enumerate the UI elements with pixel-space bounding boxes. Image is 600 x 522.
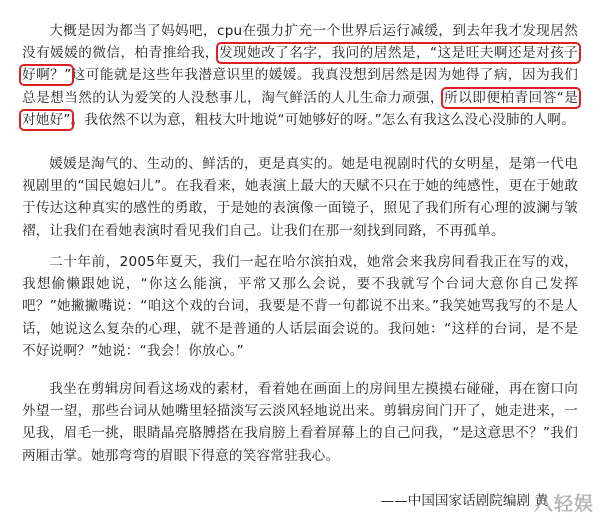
paragraph-4: 我坐在剪辑房间看这场戏的素材，看着她在画面上的房间里左摸摸右碰碰，再在窗口向外望一望，那些台词从她嘴里轻描淡写云淡风轻地说出来。剪辑房间门开了，她走进来，一见我，眉毛一挑，眼睛晶亮胳膊搭在我肩膀上看着屏幕上的自己问我，“是这意思不？”我们两厢击掌。她那弯弯的眉眼下得意的笑容常驻我心。: [22, 380, 578, 464]
author-signature: ——中国国家话剧院编剧 黄: [380, 493, 548, 509]
highlighted-quote-name-change: 发现她改了名字，我问的居然是，“这是旺夫啊还是对孩子好啊？”: [22, 45, 578, 84]
paragraph-1-text-start: 大概是因为都当了妈妈吧，cpu在强力扩充一个世界后运行减缓，到去年我才发现居然没有媛媛的微信，柏青推给我，: [22, 22, 578, 61]
paragraph-1: [22, 20, 578, 132]
paragraph-1-text-middle: 这可能就是这些年我潜意识里的媛媛。我真没想到居然是因为她得了病，因为我们总是想当然的认为爱笑的人没愁事儿，淘气鲜活的人儿生命力顽强，: [22, 67, 579, 106]
highlighted-quote-answer: 所以即便柏青回答“是对她好”: [22, 89, 579, 129]
paragraph-2: 媛媛是淘气的、生动的、鲜活的，更是真实的。她是电视剧时代的女明星，是第一代电视剧里的“国民媳妇儿”。在我看来，她表演上最大的天赋不只在于她的纯感性，更在于她敢于传达这种真实的感性的勇敢，于是她的表演像一面镜子，照见了我们所有心理的波澜与皱褶，让我们在看她表演时看见我们自己。让我们在那一刻找到同路，不再孤单。: [22, 155, 578, 239]
paragraph-3: 二十年前，2005年夏天，我们一起在哈尔滨拍戏，她常会来我房间看我正在写的戏，我想偷懒跟她说，“你这么能演，平常又那么会说，要不我就写个台词大意你自己发挥吧？”她撇撇嘴说：“咱这个戏的台词，我要是不背一句都说不出来。”我笑她骂我写的不是人话，她说这么复杂的心理，就不是普通的人话层面会说的。我问她：“这样的台词，是不是不好说啊？”她说：“我会！你放心。”: [22, 253, 578, 360]
watermark-logo: 八轻娱: [533, 493, 594, 515]
paragraph-1-text-end: 。我依然不以为意，粗枝大叶地说“可她够好的呀。”怎么有我这么没心没肺的人啊。: [70, 112, 575, 129]
